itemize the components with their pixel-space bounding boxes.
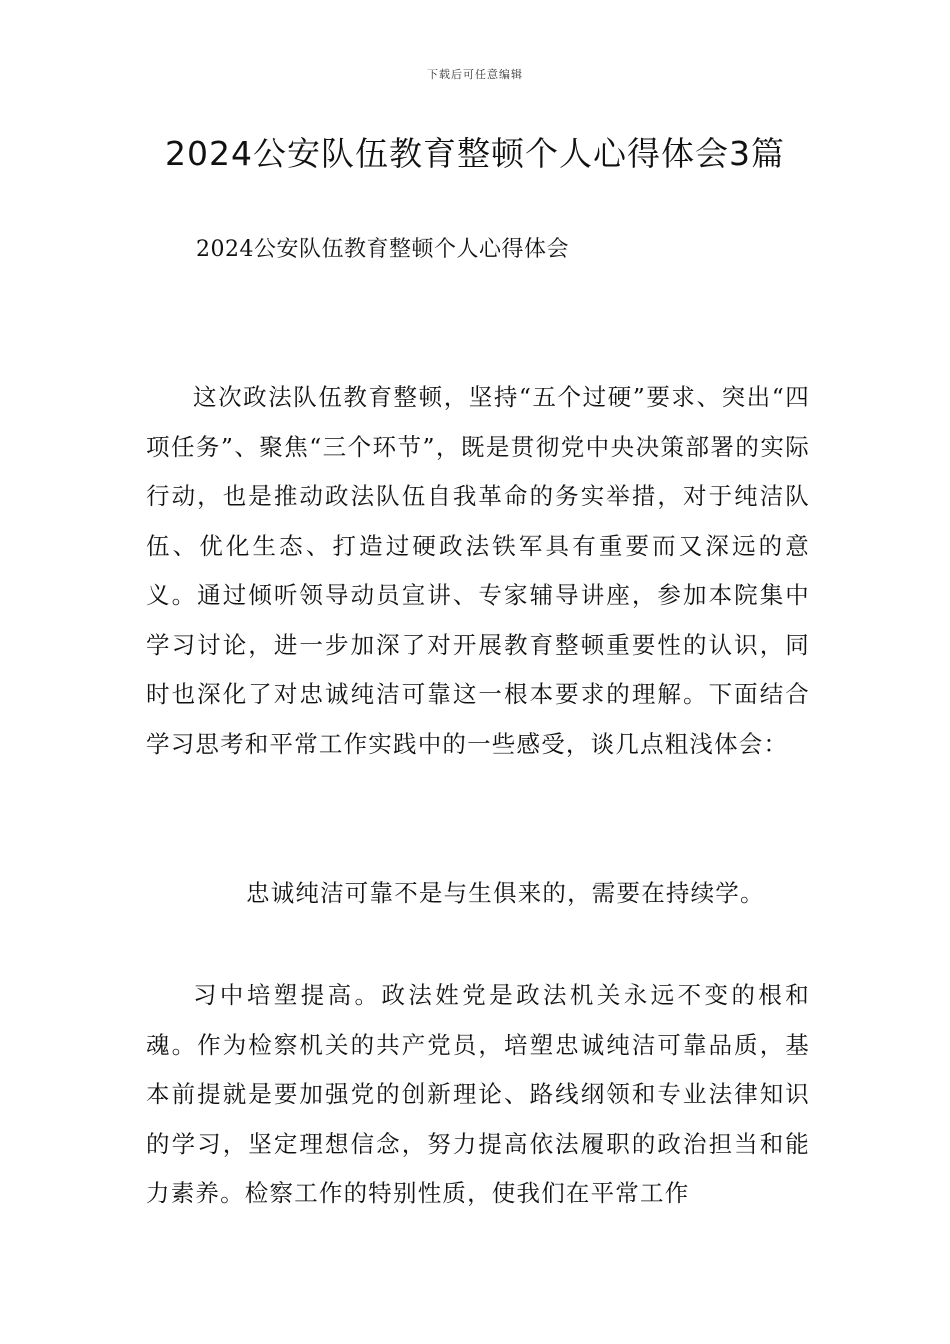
document-title: 2024公安队伍教育整顿个人心得体会3篇 — [165, 134, 785, 173]
body-paragraph-1: 这次政法队伍教育整顿，坚持“五个过硬”要求、突出“四项任务”、聚焦“三个环节”，既是贯彻党中央决策部署的实际行动，也是推动政法队伍自我革命的务实举措，对于纯洁队伍、优化生态、打造过硬政法铁军具有重要而又深远的意义。通过倾听领导动员宣讲、专家辅导讲座，参加本院集中学习讨论，进一步加深了对开展教育整顿重要性的认识，同时也深化了对忠诚纯洁可靠这一根本要求的理解。下面结合学习思考和平常工作实践中的一些感受，谈几点粗浅体会： — [146, 383, 810, 758]
body-paragraph-2: 忠诚纯洁可靠不是与生俱来的，需要在持续学。 — [246, 879, 765, 907]
header-note: 下载后可任意编辑 — [427, 68, 523, 81]
body-paragraph-3: 习中培塑提高。政法姓党是政法机关永远不变的根和魂。作为检察机关的共产党员，培塑忠诚纯洁可靠品质，基本前提就是要加强党的创新理论、路线纲领和专业法律知识的学习，坚定理想信念，努力提高依法履职的政治担当和能力素养。检察工作的特别性质，使我们在平常工作 — [146, 981, 810, 1207]
section-subtitle: 2024公安队伍教育整顿个人心得体会 — [196, 237, 569, 262]
